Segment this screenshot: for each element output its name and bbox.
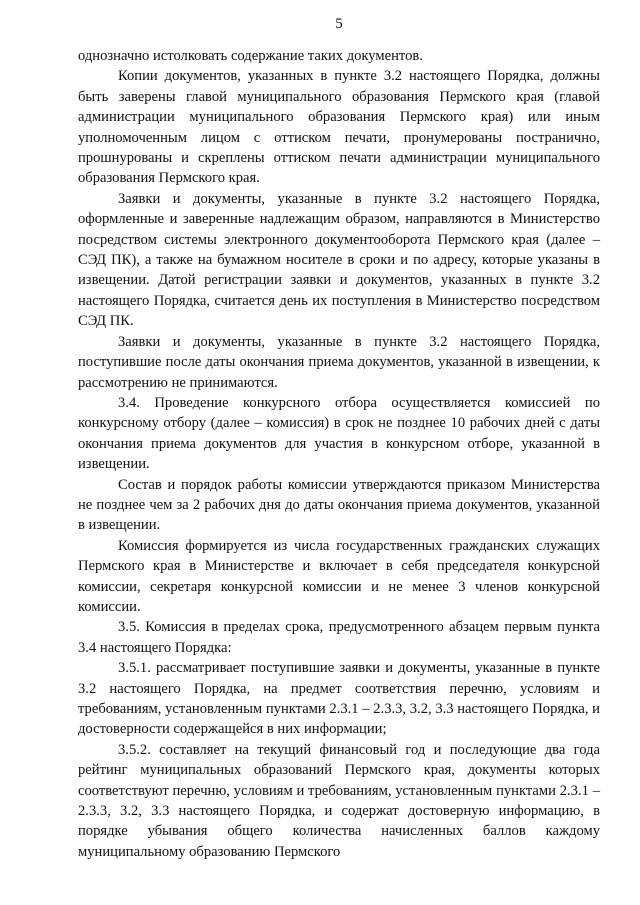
paragraph-submission: Заявки и документы, указанные в пункте 3.2 настоящего Порядка, оформленные и заверенные надлежащим образом, направляются в Министерство посредством системы электронного документооборота Пермского края (далее – СЭД ПК), а также на бумажном носителе в сроки и по адресу, которые указаны в извещении. Датой регистрации заявки и документов, указанных в пункте 3.2 настоящего Порядка, считается день их поступления в Министерство посредством СЭД ПК.	[78, 190, 600, 330]
paragraph-late-submission: Заявки и документы, указанные в пункте 3.2 настоящего Порядка, поступившие после даты окончания приема документов, указанной в извещении, к рассмотрению не принимаются.	[78, 333, 600, 391]
paragraph-document-copies: Копии документов, указанных в пункте 3.2 настоящего Порядка, должны быть заверены главой муниципального образования Пермского края (главой администрации муниципального образования Пермского края) или иным уполномоченным лицом с оттиском печати, пронумерованы постранично, прошнурованы и скреплены оттиском печати администрации муниципального образования Пермского края.	[78, 68, 600, 187]
paragraph-commission-order: Состав и порядок работы комиссии утверждаются приказом Министерства не позднее чем за 2 рабочих дня до даты окончания приема документов, указанной в извещении.	[78, 476, 600, 534]
page-number: 5	[335, 16, 343, 32]
paragraph-3-5-2: 3.5.2. составляет на текущий финансовый год и последующие два года рейтинг муниципальных образований Пермского края, документы которых соответствуют перечню, условиям и требованиям, установленным пунктами 2.3.1 – 2.3.3, 3.2, 3.3 настоящего Порядка, и содержат достоверную информацию, в порядке убывания общего количества начисленных баллов каждому муниципальному образованию Пермского	[78, 741, 600, 860]
paragraph-3-5-1: 3.5.1. рассматривает поступившие заявки и документы, указанные в пункте 3.2 настоящего Порядка, на предмет соответствия перечню, условиям и требованиям, установленным пунктами 2.3.1 – 2.3.3, 3.2, 3.3 настоящего Порядка, и достоверности содержащейся в них информации;	[78, 660, 600, 738]
paragraph-3-5: 3.5. Комиссия в пределах срока, предусмотренного абзацем первым пункта 3.4 настоящего Порядка:	[78, 619, 600, 656]
paragraph-commission-composition: Комиссия формируется из числа государственных гражданских служащих Пермского края в Министерстве и включает в себя председателя конкурсной комиссии, секретаря конкурсной комиссии и не менее 3 членов конкурсной комиссии.	[78, 537, 600, 615]
document-page	[78, 14, 600, 862]
paragraph-3-4: 3.4. Проведение конкурсного отбора осуществляется комиссией по конкурсному отбору (далее – комиссия) в срок не позднее 10 рабочих дней с даты окончания приема документов для участия в конкурсном отборе, указанной в извещении.	[78, 394, 600, 473]
paragraph-continuation: однозначно истолковать содержание таких документов.	[78, 48, 423, 64]
